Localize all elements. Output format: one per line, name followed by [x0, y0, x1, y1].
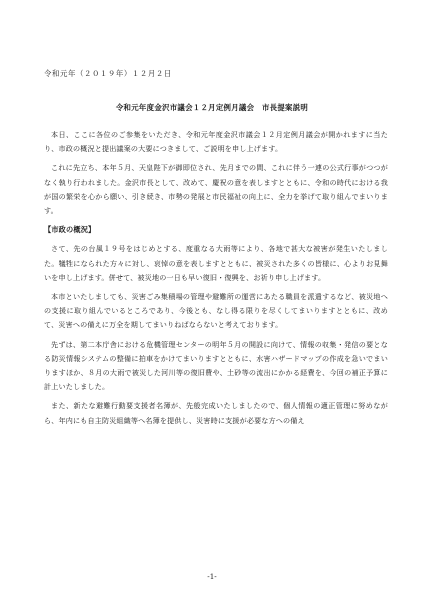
- paragraph: 先ずは、第二本庁舎における危機管理センターの明年５月の開設に向けて、情報の収集・発信の要となる防災情報システムの整備に拍車をかけてまいりますとともに、水害ハザードマップの作成を急いでまいりますほか、８月の大雨で被災した河川等の復旧費や、土砂等の流出にかかる経費を、今回の補正予算に計上いたしました。: [44, 339, 388, 392]
- document-body: [44, 128, 388, 433]
- section-heading: 【市政の概況】: [44, 225, 96, 235]
- paragraph: 本市といたしましても、災害ごみ集積場の管理や避難所の運営にあたる職員を派遣するなど、被災地への支援に取り組んでいるところであり、今後とも、なし得る限りを尽くしてまいりますとともに、改めて、災害への備えに万全を期してまいりねばならないと考えております。: [44, 292, 388, 330]
- page-number: -1-: [207, 572, 217, 581]
- paragraph: さて、先の台風１９号をはじめとする、度重なる大雨等により、各地で甚大な被害が発生いたしました。犠牲になられた方々に対し、哀悼の意を表しますとともに、被災された多くの皆様に、心よりお見舞いを申し上げます。併せて、被災地の一日も早い復旧・復興を、お祈り申し上げます。: [44, 244, 388, 282]
- paragraph: これに先立ち、本年５月、天皇陛下が御即位され、先月までの間、これに伴う一連の公式行事がつつがなく執り行われました。金沢市長として、改めて、慶祝の意を表しますとともに、令和の時代における我が国の繁栄を心から願い、引き続き、市勢の発展と市民福祉の向上に、全力を挙げて取り組んでまいります。: [44, 163, 388, 216]
- document-title: 令和元年度金沢市議会１２月定例月議会 市長提案説明: [115, 103, 309, 112]
- document-date: 令和元年（２０１９年）１２月２日: [44, 69, 172, 78]
- paragraph: 本日、ここに各位のご参集をいただき、令和元年度金沢市議会１２月定例月議会が開かれますに当たり、市政の概況と提出議案の大要につきまして、ご説明を申し上げます。: [44, 130, 388, 154]
- paragraph: また、新たな避難行動要支援者名簿が、先般完成いたしましたので、個人情報の適正管理に努めながら、年内にも自主防災組織等へ名簿を提供し、災害時に支援が必要な方への備え: [44, 401, 388, 425]
